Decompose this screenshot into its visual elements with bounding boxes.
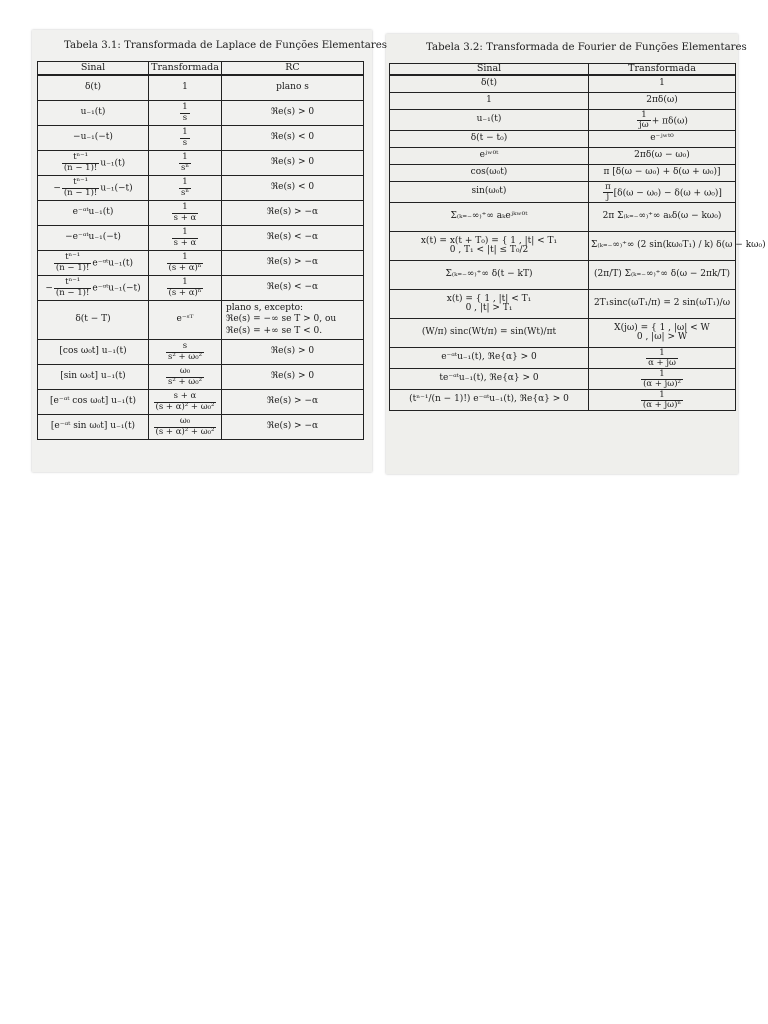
laplace-transform-cell	[149, 276, 222, 301]
laplace-transform-cell	[149, 226, 222, 251]
laplace-roc: plano s	[276, 82, 309, 93]
laplace-signal-cell	[38, 365, 149, 390]
laplace-transform-denominator: (s + α)² + ω₀²	[155, 426, 215, 437]
laplace-transform-cell	[149, 365, 222, 390]
fourier-signal: e⁻ᵅᵗu₋₁(t), ℜe{α} > 0	[441, 352, 537, 363]
laplace-roc: ℜe(s) < 0	[270, 182, 315, 193]
fourier-transform-line: 0 , |ω| > W	[636, 332, 688, 343]
fourier-transform-cell	[589, 110, 736, 131]
fourier-signal-cell	[390, 232, 589, 261]
laplace-signal: −e⁻ᵅᵗu₋₁(−t)	[65, 232, 121, 243]
laplace-signal-cell	[38, 276, 149, 301]
laplace-roc: ℜe(s) > −α	[266, 421, 319, 432]
fourier-row	[390, 110, 736, 131]
laplace-signal: [e⁻ᵅᵗ cos ω₀t] u₋₁(t)	[50, 396, 136, 407]
laplace-transform-numerator: ω₀	[166, 367, 204, 377]
laplace-transform-cell	[149, 340, 222, 365]
fourier-transform-cell	[589, 182, 736, 203]
laplace-header-transform: Transformada	[149, 62, 222, 76]
laplace-transform-numerator: 1	[172, 228, 199, 238]
laplace-roc: ℜe(s) > 0	[270, 107, 315, 118]
fourier-transform: Σ₍ₖ₌₋∞₎⁺∞ (2 sin(kω₀T₁) / k) δ(ω − kω₀)	[591, 240, 766, 251]
fourier-signal-cell	[390, 390, 589, 411]
fourier-transform-tail: + πδ(ω)	[651, 115, 688, 126]
laplace-row	[38, 75, 364, 101]
laplace-transform-cell	[149, 415, 222, 440]
laplace-signal-numerator: tⁿ⁻¹	[54, 278, 91, 288]
fourier-transform: 1	[659, 78, 665, 89]
fourier-signal-line: 0 , T₁ < |t| ≤ T₀/2	[449, 245, 529, 256]
laplace-signal-fraction	[54, 253, 91, 273]
laplace-transform-cell	[149, 75, 222, 101]
fourier-transform-line: X(jω) = { 1 , |ω| < W	[614, 322, 710, 333]
fourier-signal: u₋₁(t)	[476, 114, 502, 125]
fourier-transform-cell	[589, 369, 736, 390]
laplace-table	[37, 61, 364, 440]
laplace-roc: ℜe(s) > 0	[270, 346, 315, 357]
laplace-row	[38, 176, 364, 201]
laplace-roc: ℜe(s) < −α	[266, 282, 319, 293]
laplace-signal-cell	[38, 151, 149, 176]
laplace-roc-cell	[222, 390, 364, 415]
laplace-transform-denominator: s + α	[173, 212, 197, 223]
laplace-signal-cell	[38, 226, 149, 251]
fourier-header-transform: Transformada	[589, 64, 736, 76]
fourier-transform-cell	[589, 165, 736, 182]
laplace-row	[38, 101, 364, 126]
fourier-transform-numerator: 1	[637, 111, 651, 121]
fourier-signal: Σ₍ₖ₌₋∞₎⁺∞ δ(t − kT)	[445, 269, 533, 280]
fourier-signal-cell	[390, 261, 589, 290]
laplace-row	[38, 390, 364, 415]
laplace-row	[38, 201, 364, 226]
fourier-signal-cell	[390, 148, 589, 165]
laplace-roc: ℜe(s) < −α	[266, 232, 319, 243]
laplace-signal: δ(t − T)	[75, 314, 111, 325]
laplace-transform-cell	[149, 301, 222, 340]
laplace-transform-denominator: s² + ω₀²	[167, 351, 203, 362]
laplace-roc-cell	[222, 340, 364, 365]
laplace-row	[38, 276, 364, 301]
laplace-roc-line: ℜe(s) = +∞ se T < 0.	[226, 325, 323, 336]
laplace-roc-cell	[222, 75, 364, 101]
laplace-signal-fraction	[54, 278, 91, 298]
laplace-transform-fraction	[180, 103, 189, 123]
fourier-transform-cell	[589, 319, 736, 348]
laplace-transform-denominator: (s + α)ⁿ	[168, 287, 202, 298]
fourier-transform-numerator: 1	[641, 370, 683, 380]
fourier-transform-cell	[589, 390, 736, 411]
laplace-transform-numerator: 1	[182, 127, 188, 138]
fourier-transform-denominator: jω	[639, 119, 649, 130]
fourier-signal-line: x(t) = x(t + T₀) = { 1 , |t| < T₁	[420, 235, 558, 246]
fourier-row	[390, 290, 736, 319]
laplace-signal-numerator: tⁿ⁻¹	[62, 178, 99, 188]
fourier-transform-fraction	[603, 183, 613, 203]
fourier-signal: eʲʷ⁰ᵗ	[479, 150, 499, 161]
laplace-transform-cell	[149, 101, 222, 126]
laplace-transform-cell	[149, 176, 222, 201]
laplace-transform-denominator: s	[182, 137, 188, 148]
laplace-transform-numerator: 1	[167, 253, 204, 263]
laplace-transform-numerator: ω₀	[154, 417, 217, 427]
fourier-signal: te⁻ᵅᵗu₋₁(t), ℜe{α} > 0	[439, 373, 539, 384]
laplace-signal-cell	[38, 126, 149, 151]
fourier-signal-line: x(t) = { 1 , |t| < T₁	[446, 293, 532, 304]
laplace-row	[38, 415, 364, 440]
laplace-transform-fraction	[179, 153, 191, 173]
laplace-row	[38, 365, 364, 390]
laplace-transform-fraction	[172, 203, 199, 223]
laplace-transform-fraction	[166, 342, 204, 362]
laplace-signal-fraction	[62, 153, 99, 173]
fourier-signal-cell	[390, 93, 589, 110]
fourier-header-row	[390, 64, 736, 76]
laplace-signal-denominator: (n − 1)!	[63, 187, 98, 198]
laplace-signal-cell	[38, 251, 149, 276]
laplace-row	[38, 301, 364, 340]
fourier-transform-denominator: α + jω	[648, 357, 676, 368]
fourier-signal: (tⁿ⁻¹/(n − 1)!) e⁻ᵅᵗu₋₁(t), ℜe{α} > 0	[409, 394, 569, 405]
fourier-transform-cell	[589, 232, 766, 261]
laplace-transform-fraction	[166, 367, 204, 387]
fourier-signal-line: 0 , |t| > T₁	[465, 303, 513, 314]
laplace-transform-fraction	[167, 253, 204, 273]
fourier-signal-cell	[390, 290, 589, 319]
fourier-transform-cell	[589, 93, 736, 110]
fourier-signal: sin(ω₀t)	[471, 186, 507, 197]
laplace-transform-numerator: 1	[179, 153, 191, 163]
fourier-signal-cell	[390, 319, 589, 348]
laplace-transform-denominator: (s + α)² + ω₀²	[155, 401, 215, 412]
laplace-transform-fraction	[154, 417, 217, 437]
laplace-transform-fraction	[179, 178, 191, 198]
fourier-transform-cell	[589, 290, 736, 319]
fourier-transform-denominator: (α + jω)ⁿ	[642, 399, 682, 410]
fourier-transform: 2T₁sinc(ωT₁/π) = 2 sin(ωT₁)/ω	[593, 298, 731, 309]
fourier-row	[390, 348, 736, 369]
laplace-transform-numerator: 1	[167, 278, 204, 288]
fourier-signal-cell	[390, 110, 589, 131]
laplace-transform-numerator: s	[166, 342, 204, 352]
laplace-signal-tail: u₋₁(t)	[100, 158, 126, 169]
laplace-transform: e⁻ˢᵀ	[176, 314, 194, 325]
laplace-roc-cell	[222, 126, 364, 151]
fourier-transform: (2π/T) Σ₍ₖ₌₋∞₎⁺∞ δ(ω − 2πk/T)	[594, 269, 730, 280]
laplace-signal-prefix: −	[45, 283, 53, 294]
laplace-signal-fraction	[62, 178, 99, 198]
laplace-transform-denominator: sⁿ	[180, 162, 190, 173]
laplace-transform-cell	[149, 390, 222, 415]
laplace-signal-tail: e⁻ᵅᵗu₋₁(−t)	[92, 283, 141, 294]
laplace-signal-cell	[38, 75, 149, 101]
fourier-row	[390, 165, 736, 182]
fourier-signal: Σ₍ₖ₌₋∞₎⁺∞ aₖeʲᵏʷ⁰ᵗ	[450, 211, 528, 222]
laplace-roc-cell	[222, 226, 364, 251]
fourier-signal: δ(t)	[480, 78, 498, 89]
laplace-transform-denominator: s² + ω₀²	[167, 376, 203, 387]
laplace-transform: 1	[182, 82, 188, 93]
fourier-signal: 1	[486, 95, 492, 106]
fourier-signal-cell	[390, 348, 589, 369]
laplace-signal: e⁻ᵅᵗu₋₁(t)	[72, 207, 114, 218]
laplace-transform-denominator: sⁿ	[180, 187, 190, 198]
fourier-transform: 2π Σ₍ₖ₌₋∞₎⁺∞ aₖδ(ω − kω₀)	[602, 211, 722, 222]
laplace-roc-cell	[222, 101, 364, 126]
fourier-table	[389, 63, 766, 411]
laplace-signal-cell	[38, 415, 149, 440]
fourier-transform-fraction	[641, 370, 683, 390]
laplace-signal-cell	[38, 101, 149, 126]
laplace-row	[38, 340, 364, 365]
fourier-transform-cell	[589, 261, 736, 290]
laplace-roc-cell	[222, 201, 364, 226]
laplace-signal-numerator: tⁿ⁻¹	[62, 153, 99, 163]
laplace-signal-cell	[38, 301, 149, 340]
laplace-transform-fraction	[154, 392, 217, 412]
laplace-signal: [cos ω₀t] u₋₁(t)	[59, 346, 127, 357]
laplace-roc-cell	[222, 151, 364, 176]
laplace-transform-numerator: 1	[172, 203, 199, 213]
laplace-signal-cell	[38, 390, 149, 415]
laplace-roc: ℜe(s) < 0	[270, 132, 315, 143]
laplace-roc: ℜe(s) > −α	[266, 207, 319, 218]
laplace-roc-cell	[222, 251, 364, 276]
fourier-transform: e⁻ʲʷᵗ⁰	[650, 133, 674, 144]
laplace-transform-cell	[149, 126, 222, 151]
fourier-row	[390, 182, 736, 203]
fourier-transform-cell	[589, 75, 736, 93]
fourier-transform-numerator: 1	[646, 349, 678, 359]
laplace-roc-line: plano s, excepto:	[226, 303, 304, 314]
laplace-signal: u₋₁(t)	[80, 107, 106, 118]
fourier-row	[390, 390, 736, 411]
laplace-header-roc: RC	[222, 62, 364, 76]
laplace-transform-fraction	[167, 278, 204, 298]
fourier-signal: (W/π) sinc(Wt/π) = sin(Wt)/πt	[421, 327, 557, 338]
fourier-row	[390, 232, 736, 261]
fourier-transform-denominator: j	[606, 191, 610, 202]
fourier-transform: 2πδ(ω)	[646, 95, 678, 106]
fourier-transform: 2πδ(ω − ω₀)	[634, 150, 690, 161]
laplace-signal-denominator: (n − 1)!	[63, 162, 98, 173]
laplace-roc: ℜe(s) > 0	[270, 371, 315, 382]
laplace-signal-cell	[38, 176, 149, 201]
fourier-row	[390, 203, 736, 232]
fourier-transform: π [δ(ω − ω₀) + δ(ω + ω₀)]	[603, 167, 721, 178]
laplace-transform-numerator: 1	[182, 102, 188, 113]
laplace-roc-line: ℜe(s) = −∞ se T > 0, ou	[226, 314, 337, 325]
laplace-roc: ℜe(s) > −α	[266, 257, 319, 268]
laplace-roc-cell	[222, 365, 364, 390]
laplace-roc-cell	[222, 415, 364, 440]
fourier-row	[390, 319, 736, 348]
fourier-table-caption: Tabela 3.2: Transformada de Fourier de Funções Elementares	[426, 42, 747, 53]
fourier-signal-cell	[390, 165, 589, 182]
laplace-signal: −u₋₁(−t)	[73, 132, 113, 143]
laplace-roc: ℜe(s) > −α	[266, 396, 319, 407]
laplace-transform-cell	[149, 201, 222, 226]
laplace-transform-denominator: s	[182, 112, 188, 123]
laplace-row	[38, 226, 364, 251]
fourier-transform-cell	[589, 131, 736, 148]
fourier-signal-cell	[390, 75, 589, 93]
laplace-transform-cell	[149, 151, 222, 176]
fourier-row	[390, 261, 736, 290]
laplace-signal-cell	[38, 201, 149, 226]
laplace-signal-cell	[38, 340, 149, 365]
laplace-header-signal: Sinal	[38, 62, 149, 76]
laplace-signal-tail: e⁻ᵅᵗu₋₁(t)	[92, 258, 134, 269]
laplace-transform-fraction	[172, 228, 199, 248]
laplace-transform-fraction	[180, 128, 189, 148]
fourier-transform-fraction	[637, 111, 651, 131]
fourier-transform-numerator: π	[605, 181, 611, 192]
laplace-row	[38, 151, 364, 176]
fourier-transform-denominator: (α + jω)²	[643, 378, 681, 389]
fourier-signal-cell	[390, 131, 589, 148]
laplace-signal-denominator: (n − 1)!	[55, 262, 90, 273]
fourier-row	[390, 93, 736, 110]
fourier-transform-cell	[589, 203, 736, 232]
laplace-signal: [e⁻ᵅᵗ sin ω₀t] u₋₁(t)	[50, 421, 136, 432]
fourier-signal: cos(ω₀t)	[470, 167, 508, 178]
laplace-transform-cell	[149, 251, 222, 276]
laplace-signal-prefix: −	[53, 183, 61, 194]
laplace-header-row	[38, 62, 364, 76]
laplace-roc: ℜe(s) > 0	[270, 157, 315, 168]
fourier-transform-tail: [δ(ω − ω₀) − δ(ω + ω₀)]	[613, 187, 722, 198]
fourier-signal-cell	[390, 182, 589, 203]
laplace-row	[38, 251, 364, 276]
fourier-transform-fraction	[641, 391, 683, 411]
laplace-transform-numerator: 1	[179, 178, 191, 188]
laplace-roc-cell	[222, 301, 364, 340]
fourier-signal-cell	[390, 203, 589, 232]
laplace-row	[38, 126, 364, 151]
fourier-signal-cell	[390, 369, 589, 390]
laplace-table-caption: Tabela 3.1: Transformada de Laplace de Funções Elementares	[64, 40, 387, 51]
laplace-roc-cell	[222, 276, 364, 301]
fourier-row	[390, 369, 736, 390]
laplace-signal: [sin ω₀t] u₋₁(t)	[60, 371, 126, 382]
fourier-row	[390, 131, 736, 148]
laplace-transform-denominator: s + α	[173, 237, 197, 248]
fourier-transform-cell	[589, 148, 736, 165]
laplace-signal-tail: u₋₁(−t)	[100, 183, 133, 194]
fourier-transform-fraction	[646, 349, 678, 369]
laplace-signal-denominator: (n − 1)!	[55, 287, 90, 298]
laplace-roc-cell	[222, 176, 364, 201]
laplace-signal: δ(t)	[84, 82, 102, 93]
laplace-transform-numerator: s + α	[154, 392, 217, 402]
fourier-signal: δ(t − t₀)	[470, 133, 508, 144]
laplace-signal-numerator: tⁿ⁻¹	[54, 253, 91, 263]
fourier-transform-cell	[589, 348, 736, 369]
fourier-transform-numerator: 1	[641, 391, 683, 401]
fourier-row	[390, 75, 736, 93]
fourier-header-signal: Sinal	[390, 64, 589, 76]
fourier-row	[390, 148, 736, 165]
laplace-transform-denominator: (s + α)ⁿ	[168, 262, 202, 273]
